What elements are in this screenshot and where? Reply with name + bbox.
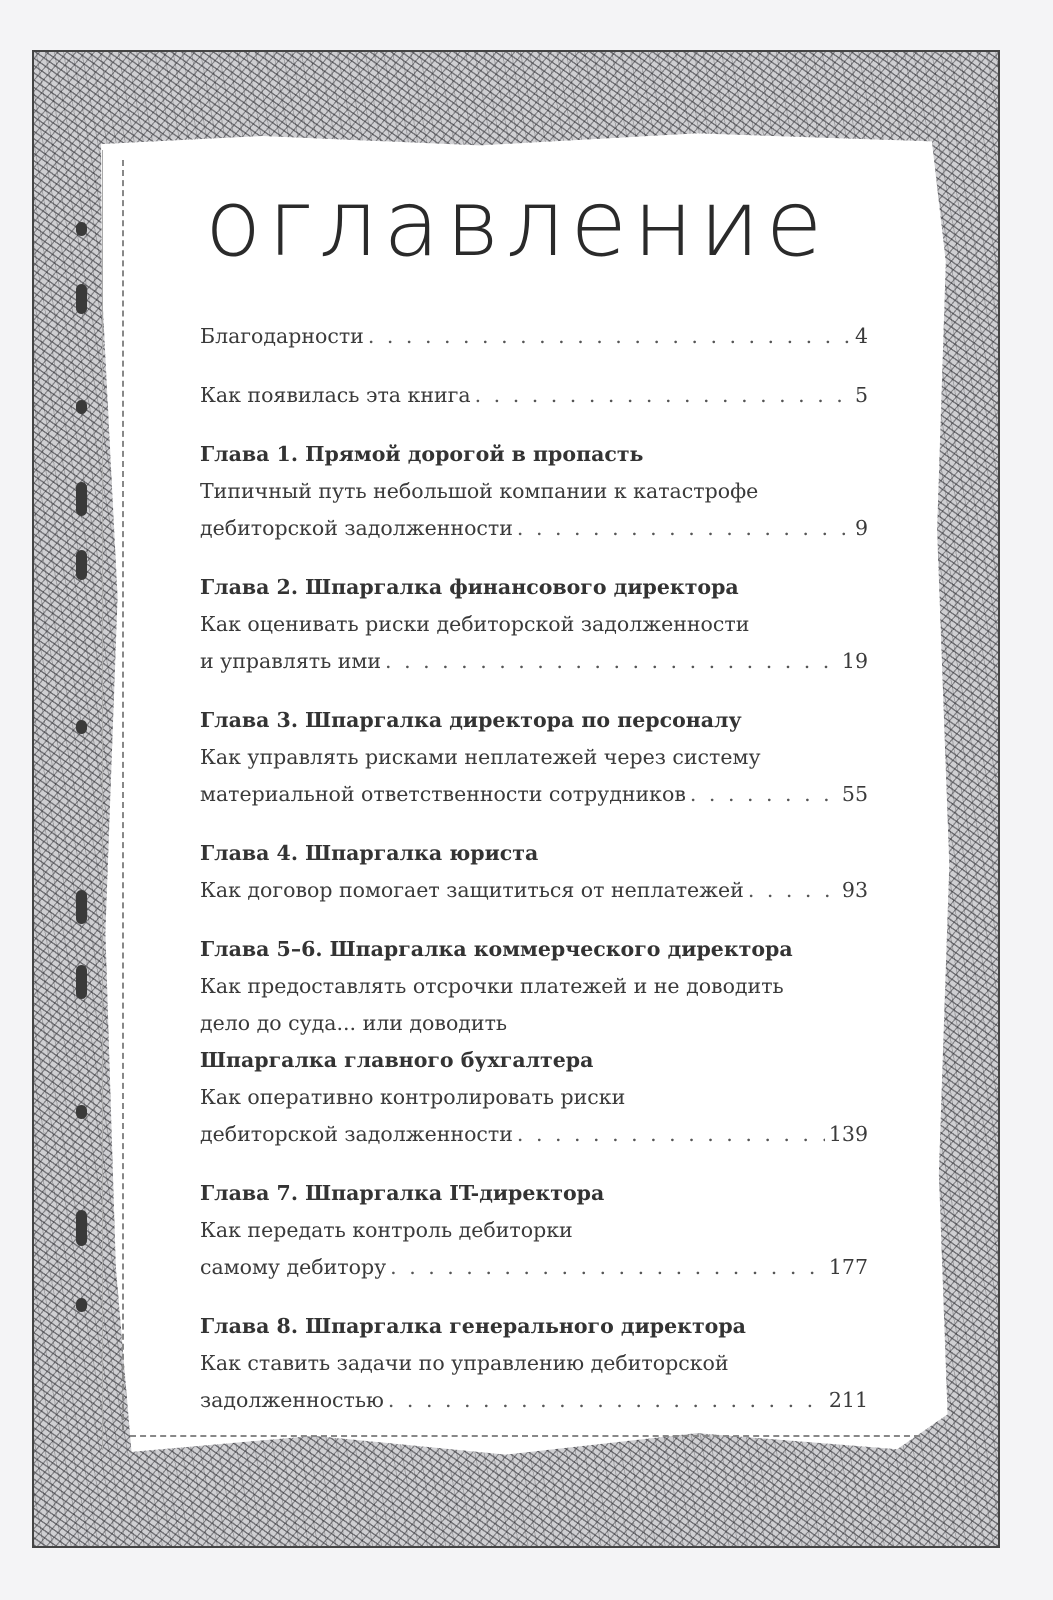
toc-line-text: дебиторской задолженности	[200, 1122, 513, 1146]
chapter-heading: Глава 5–6. Шпаргалка коммерческого директора	[200, 937, 793, 961]
toc-line-text: задолженностью	[200, 1388, 384, 1412]
binder-hole	[76, 1210, 87, 1246]
toc-line	[200, 1249, 868, 1286]
toc-line-text: дебиторской задолженности	[200, 516, 513, 540]
page-title: оглавление	[205, 170, 829, 277]
toc-line-text: самому дебитору	[200, 1255, 387, 1279]
binder-hole	[76, 550, 87, 580]
chapter-heading: Глава 3. Шпаргалка директора по персоналу	[200, 708, 742, 732]
binder-hole	[76, 965, 87, 999]
toc-line-text: Типичный путь небольшой компании к катастрофе	[200, 479, 759, 503]
toc-line	[200, 1079, 868, 1116]
toc-entry	[200, 1175, 868, 1286]
toc-entry	[200, 436, 868, 547]
binder-hole	[76, 720, 87, 734]
dot-leader	[390, 1249, 825, 1286]
toc-entry	[200, 702, 868, 813]
binder-hole	[76, 1105, 87, 1119]
page-number: 5	[854, 383, 868, 407]
page-number: 211	[828, 1388, 868, 1412]
dot-leader	[368, 318, 851, 355]
chapter-heading: Глава 8. Шпаргалка генерального директора	[200, 1314, 746, 1338]
vertical-stitch	[122, 160, 124, 1430]
toc-line-text: Как появилась эта книга	[200, 383, 471, 407]
binder-hole	[76, 890, 87, 924]
table-of-contents	[200, 318, 868, 1441]
toc-line	[200, 1345, 868, 1382]
toc-line	[200, 643, 868, 680]
binder-hole	[76, 482, 87, 516]
chapter-heading: Глава 1. Прямой дорогой в пропасть	[200, 442, 644, 466]
toc-line	[200, 1005, 868, 1042]
toc-line	[200, 776, 868, 813]
dot-leader	[388, 1382, 825, 1419]
toc-entry	[200, 835, 868, 909]
page-number: 139	[828, 1122, 868, 1146]
toc-line-text: Как оперативно контролировать риски	[200, 1085, 626, 1109]
toc-line-text: Как передать контроль дебиторки	[200, 1218, 573, 1242]
toc-line-text: Как оценивать риски дебиторской задолженности	[200, 612, 750, 636]
page-number: 93	[841, 878, 868, 902]
chapter-heading: Шпаргалка главного бухгалтера	[200, 1048, 594, 1072]
toc-line-text: Благодарности	[200, 324, 364, 348]
toc-line	[200, 739, 868, 776]
binder-hole	[76, 1298, 87, 1312]
toc-line	[200, 473, 868, 510]
toc-line	[200, 1116, 868, 1153]
page-number: 177	[828, 1255, 868, 1279]
page-number: 4	[854, 324, 868, 348]
toc-line-text: Как ставить задачи по управлению дебиторской	[200, 1351, 729, 1375]
page-number: 9	[854, 516, 868, 540]
toc-line-text: и управлять ими	[200, 649, 382, 673]
toc-line	[200, 1382, 868, 1419]
dot-leader	[475, 377, 851, 414]
page-number: 19	[841, 649, 868, 673]
toc-entry	[200, 377, 868, 414]
chapter-heading: Глава 4. Шпаргалка юриста	[200, 841, 539, 865]
dot-leader	[517, 510, 851, 547]
toc-line-text: Как управлять рисками неплатежей через систему	[200, 745, 761, 769]
toc-line	[200, 377, 868, 414]
toc-line	[200, 1212, 868, 1249]
toc-line	[200, 510, 868, 547]
toc-entry	[200, 931, 868, 1153]
binder-hole	[76, 284, 87, 314]
toc-entry	[200, 318, 868, 355]
toc-line-text: Как предоставлять отсрочки платежей и не доводить	[200, 974, 784, 998]
binder-holes	[66, 200, 96, 1400]
chapter-heading: Глава 2. Шпаргалка финансового директора	[200, 575, 739, 599]
binder-hole	[76, 400, 87, 414]
binder-hole	[76, 222, 87, 236]
dot-leader	[517, 1116, 825, 1153]
toc-line-text: дело до суда... или доводить	[200, 1011, 508, 1035]
chapter-heading: Глава 7. Шпаргалка IT-директора	[200, 1181, 605, 1205]
sheet-edge-line	[102, 150, 103, 1450]
toc-line-text: Как договор помогает защититься от неплатежей	[200, 878, 744, 902]
toc-line	[200, 872, 868, 909]
toc-line	[200, 606, 868, 643]
toc-line	[200, 968, 868, 1005]
toc-line-text: материальной ответственности сотрудников	[200, 782, 686, 806]
dot-leader	[748, 872, 838, 909]
page-number: 55	[841, 782, 868, 806]
toc-entry	[200, 1308, 868, 1419]
toc-line	[200, 318, 868, 355]
dot-leader	[385, 643, 838, 680]
dot-leader	[690, 776, 838, 813]
toc-entry	[200, 569, 868, 680]
